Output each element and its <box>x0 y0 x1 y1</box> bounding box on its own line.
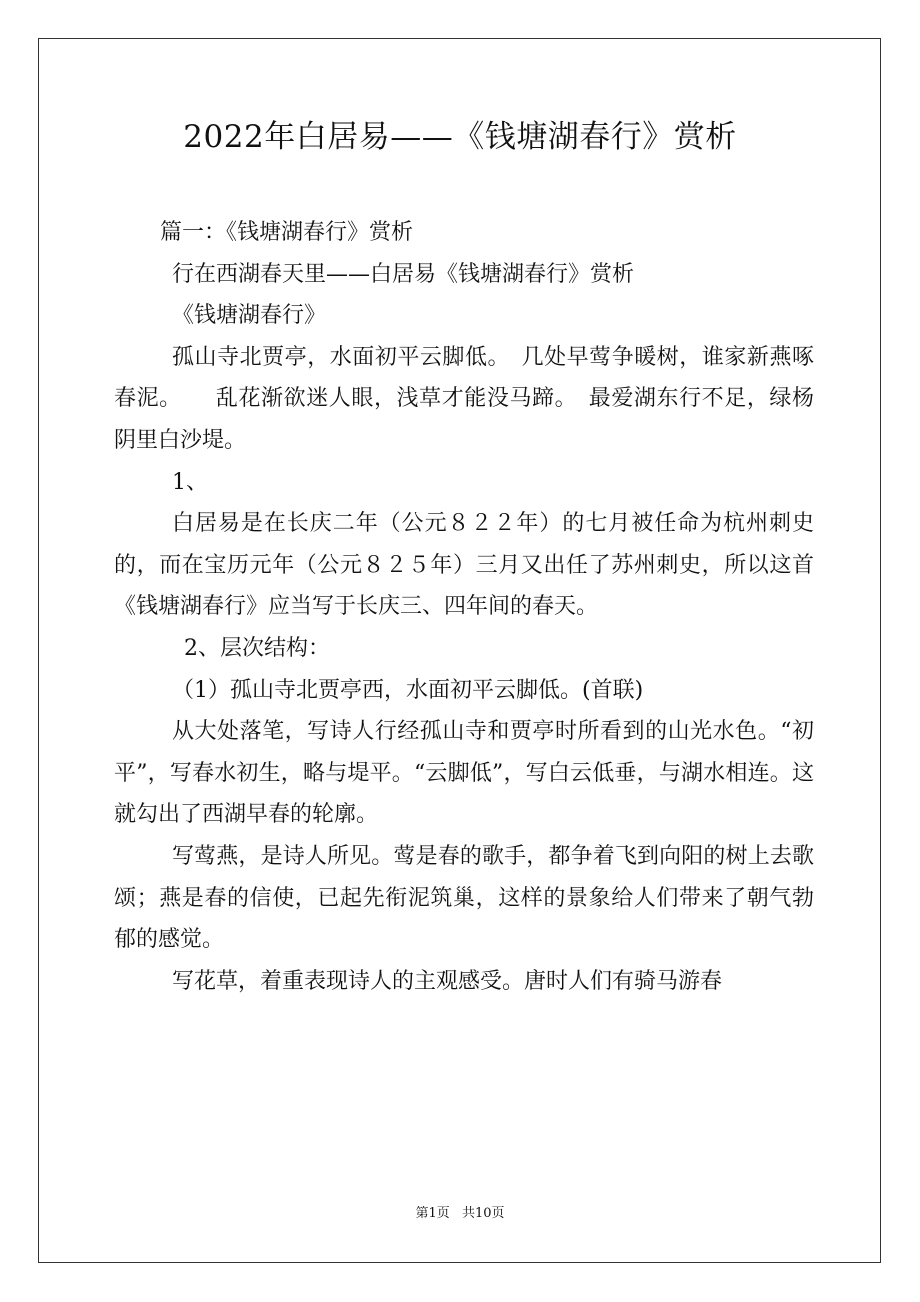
document-body <box>114 212 814 1002</box>
poem-text: 孤山寺北贾亭，水面初平云脚低。 几处早莺争暖树，谁家新燕啄春泥。 乱花渐欲迷人眼，浅草才能没马蹄。 最爱湖东行不足，绿杨阴里白沙堤。 <box>114 344 814 453</box>
couplet-line: （1）孤山寺北贾亭西，水面初平云脚低。(首联) <box>172 677 644 703</box>
background-paragraph: 白居易是在长庆二年（公元８２２年）的七月被任命为杭州刺史的，而在宝历元年（公元８２５年）三月又出任了苏州刺史，所以这首《钱塘湖春行》应当写于长庆三、四年间的春天。 <box>114 511 814 620</box>
page-total: 共10页 <box>461 1206 505 1221</box>
document-title: 2022年白居易——《钱塘湖春行》赏析 <box>183 119 737 155</box>
structure-heading: 2、层次结构： <box>184 635 330 661</box>
analysis-paragraph: 写莺燕，是诗人所见。莺是春的歌手，都争着飞到向阳的树上去歌颂；燕是春的信使，已起先衔泥筑巢，这样的景象给人们带来了朝气勃郁的感觉。 <box>114 843 814 953</box>
page-number: 第1页 <box>415 1206 450 1221</box>
analysis-paragraph: 从大处落笔，写诗人行经孤山寺和贾亭时所看到的山光水色。“初平”，写春水初生，略与堤平。“云脚低”，写白云低垂，与湖水相连。这就勾出了西湖早春的轮廓。 <box>114 719 814 828</box>
section-number: 1、 <box>172 469 208 495</box>
subtitle-line: 行在西湖春天里——白居易《钱塘湖春行》赏析 <box>172 261 635 287</box>
section-heading: 篇一：《钱塘湖春行》赏析 <box>160 220 414 245</box>
analysis-paragraph: 写花草，着重表现诗人的主观感受。唐时人们有骑马游春 <box>172 968 723 994</box>
page-footer <box>0 1204 920 1224</box>
poem-title: 《钱塘湖春行》 <box>172 303 327 329</box>
